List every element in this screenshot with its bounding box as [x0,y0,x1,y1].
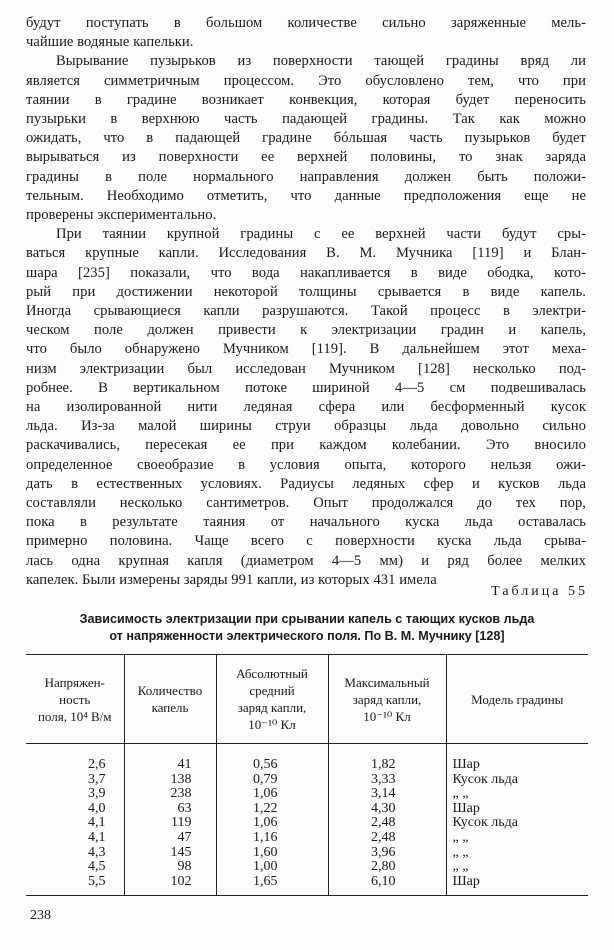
cell-field-strength: 2,6 [88,757,106,772]
column-mean-charge [216,744,328,896]
cell-drop-count: 138 [170,771,192,787]
column-max-charge [328,744,446,896]
cell-max-charge: 6,10 [371,873,396,889]
column-field-strength [26,744,124,896]
text-line: лась одна крупная капля (диаметром 4—5 мм) и ряд более мелких [26,552,586,569]
table-title [26,611,588,645]
cell-hail-model: „ „ [452,786,469,802]
header-field-strength-l1: Напряжен- [44,674,105,690]
text-line: вырываться из поверхности ее верхней половины, то знак заряда [26,149,586,166]
header-mean-charge [216,655,328,744]
text-line: пока в результате таяния от начального куска льда оставалась [26,514,586,531]
header-max-charge-l1: Максимальный [344,674,430,690]
text-line: дать в естественных условиях. Радиусы ледяных сфер и кусков льда [26,475,586,492]
text-line: пузырьки в верхнюю часть падающей градины. Так как можно [26,111,586,128]
cell-max-charge: 1,82 [371,757,396,772]
text-line: ваться крупные капли. Исследования В. М. Мучника [119] и Блан- [26,245,586,262]
text-line: составляли несколько сантиметров. Опыт продолжался до тех пор, [26,495,586,512]
text-line: тельным. Необходимо отметить, что данные предположения еще не [26,187,586,204]
cell-drop-count: 47 [177,829,192,845]
cell-hail-model: Шар [452,757,480,772]
cell-max-charge: 3,33 [371,771,396,787]
page-body [26,14,586,590]
header-mean-charge-l2: средний [249,683,295,698]
cell-max-charge: 3,96 [371,844,396,860]
table-body-row [26,744,588,896]
text-line: льда. Из-за малой ширины струи образцы льда довольно сильно [26,418,586,435]
text-line: капелек. Были измерены заряды 991 капли, из которых 431 имела [26,571,437,588]
header-hail-model-l1: Модель градины [471,691,564,707]
column-hail-model [446,744,588,896]
text-line: чайшие водяные капельки. [26,34,194,51]
cell-mean-charge: 1,16 [253,829,278,845]
cell-drop-count: 63 [177,800,192,816]
table-label: Таблица 55 [491,584,588,599]
text-line: определенное своеобразие в условия опыта, которого нельзя ожи- [26,456,586,473]
cell-hail-model: „ „ [452,829,469,845]
cell-drop-count: 119 [171,815,192,831]
cell-mean-charge: 1,22 [253,800,278,816]
header-mean-charge-l3: заряд капли, [237,700,307,715]
cell-max-charge: 3,14 [371,786,396,802]
paragraph-1 [26,14,586,52]
text-line: робнее. В вертикальном потоке шириной 4—5 см подвешивалась [26,379,586,396]
cell-mean-charge: 1,06 [253,815,278,831]
cell-drop-count: 98 [177,859,192,875]
text-line: ческом поле должен привести к электризации градин и капель, [26,322,586,339]
text-line: что было обнаружено Мучником [119]. В дальнейшем этот меха- [26,341,586,358]
cell-max-charge: 4,30 [371,800,396,816]
text-line: примерно половина. Чаще всего с поверхности куска льда срыва- [26,533,586,550]
paragraph-3 [26,225,586,590]
table-title-line-2: от напряженности электрического поля. По В. М. Мучнику [128] [109,629,505,643]
header-drop-count-l1: Количество [137,683,203,698]
cell-mean-charge: 1,00 [253,859,278,875]
cell-max-charge: 2,48 [371,829,396,845]
cell-field-strength: 4,5 [88,859,106,875]
cell-drop-count: 145 [170,844,192,860]
cell-hail-model: Шар [452,873,480,889]
paragraph-2 [26,52,586,225]
cell-field-strength: 4,1 [88,829,106,845]
header-max-charge [328,655,446,744]
text-line: низм электризации был исследован Мучником [128] несколько под- [26,360,586,377]
header-mean-charge-l4: 10⁻¹⁰ Кл [248,717,296,732]
cell-mean-charge: 0,56 [253,757,278,772]
cell-hail-model: Кусок льда [452,815,519,831]
column-drop-count [124,744,216,896]
header-max-charge-l3: 10⁻¹⁰ Кл [363,708,411,724]
header-hail-model [446,655,588,744]
cell-field-strength: 5,5 [88,873,106,889]
cell-hail-model: Шар [452,800,480,816]
cell-field-strength: 4,1 [88,815,106,831]
text-line: является симметричным процессом. Это обусловлено тем, что при [26,72,586,89]
cell-mean-charge: 1,60 [253,844,278,860]
cell-drop-count: 41 [177,757,192,772]
text-line: будут поступать в большом количестве сильно заряженные мель- [26,15,586,31]
cell-max-charge: 2,80 [371,859,396,875]
cell-hail-model: Кусок льда [452,771,519,787]
text-line: на изолированной нити ледяная сфера или бесформенный кусок [26,399,586,416]
cell-hail-model: „ „ [452,859,469,875]
header-field-strength-l3: поля, 10⁴ В/м [37,708,112,724]
text-line: При таянии крупной градины с ее верхней части будут сры- [56,226,586,243]
text-line: рый при достижении некоторой толщины срывается в виде капель. [26,283,586,300]
data-table [26,654,588,896]
page-number: 238 [30,908,51,923]
cell-max-charge: 2,48 [371,815,396,831]
text-line: раскачивались, пересекая ее при каждом колебании. Это вносило [26,437,586,454]
cell-drop-count: 102 [170,873,192,889]
table-header-row [26,655,588,744]
text-line: таянии в градине возникает конвекция, которая будет переносить [26,91,586,108]
cell-mean-charge: 0,79 [253,771,278,787]
cell-field-strength: 4,3 [88,844,106,860]
header-mean-charge-l1: Абсолютный [236,666,308,681]
cell-field-strength: 3,7 [88,771,106,787]
table-title-line-1: Зависимость электризации при срывании капель с тающих кусков льда [79,612,535,626]
cell-field-strength: 3,9 [88,786,106,802]
text-line: проверены экспериментально. [26,207,217,224]
header-field-strength-l2: ность [59,691,91,707]
cell-mean-charge: 1,65 [253,873,278,889]
cell-mean-charge: 1,06 [253,786,278,802]
header-max-charge-l2: заряд капли, [352,691,422,707]
text-line: градины в поле нормального направления должен быть положи- [26,168,586,185]
header-field-strength [26,655,124,744]
cell-hail-model: „ „ [452,844,469,860]
text-line: шара [235] показали, что вода накапливается в виде ободка, кото- [26,264,586,281]
text-line: Иногда срывающиеся капли разрушаются. Такой процесс в электри- [26,303,586,320]
text-line: Вырывание пузырьков из поверхности тающей градины вряд ли [56,53,586,70]
text-line: ожидать, что в падающей градине бóльшая часть пузырьков будет [26,130,586,147]
header-drop-count-l2: капель [151,700,189,715]
cell-field-strength: 4,0 [88,800,106,816]
cell-drop-count: 238 [170,786,192,802]
header-drop-count [124,655,216,744]
